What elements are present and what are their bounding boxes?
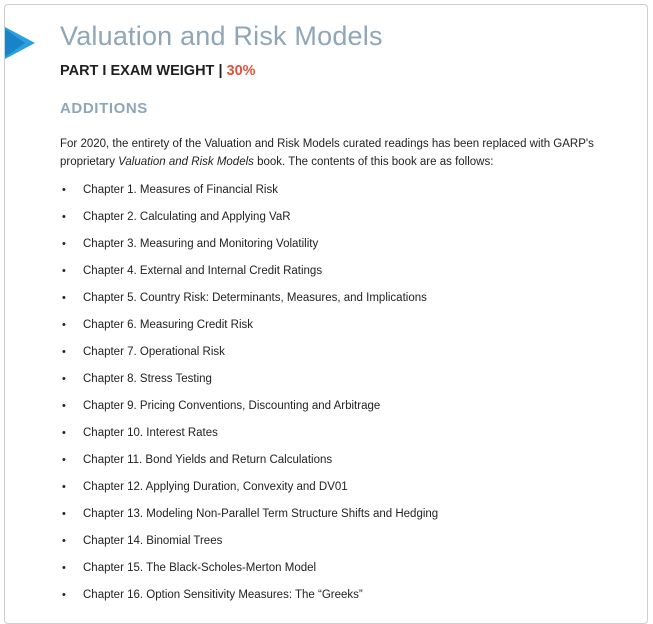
intro-text-after: book. The contents of this book are as follows: — [253, 156, 494, 168]
intro-text-before: For 2020, the entirety of the Valuation and Risk Models curated readings has been replaced with GARP's proprietary — [60, 138, 594, 168]
bullet-icon: • — [62, 238, 66, 250]
intro-paragraph — [60, 135, 620, 171]
exam-weight-value: 30% — [226, 63, 256, 79]
bullet-icon: • — [62, 562, 66, 574]
bullet-icon: • — [62, 508, 66, 520]
chapter-label: Chapter 10. Interest Rates — [83, 427, 218, 439]
chapter-label: Chapter 7. Operational Risk — [83, 346, 225, 358]
bullet-icon: • — [62, 589, 66, 601]
bullet-icon: • — [62, 454, 66, 466]
chapter-label: Chapter 1. Measures of Financial Risk — [83, 184, 278, 196]
chapter-label: Chapter 3. Measuring and Monitoring Volatility — [83, 238, 319, 250]
chapter-label: Chapter 13. Modeling Non-Parallel Term Structure Shifts and Hedging — [83, 508, 439, 520]
chapter-label: Chapter 11. Bond Yields and Return Calculations — [83, 454, 333, 466]
bullet-icon: • — [62, 319, 66, 331]
exam-weight-separator: | — [218, 63, 223, 79]
bullet-icon: • — [62, 292, 66, 304]
chapter-label: Chapter 9. Pricing Conventions, Discounting and Arbitrage — [83, 400, 381, 412]
chapter-label: Chapter 16. Option Sensitivity Measures: The “Greeks” — [83, 589, 363, 601]
bullet-icon: • — [62, 184, 66, 196]
section-heading: ADDITIONS — [60, 100, 148, 117]
bullet-icon: • — [62, 211, 66, 223]
exam-weight-label: PART I EXAM WEIGHT — [60, 63, 215, 79]
chapter-label: Chapter 15. The Black-Scholes-Merton Model — [83, 562, 317, 574]
bullet-icon: • — [62, 427, 66, 439]
bullet-icon: • — [62, 265, 66, 277]
bullet-icon: • — [62, 373, 66, 385]
arrow-marker-shade-icon — [5, 29, 25, 57]
chapter-label: Chapter 4. External and Internal Credit Ratings — [83, 265, 323, 277]
chapter-label: Chapter 14. Binomial Trees — [83, 535, 223, 547]
bullet-icon: • — [62, 481, 66, 493]
chapter-label: Chapter 2. Calculating and Applying VaR — [83, 211, 291, 223]
bullet-icon: • — [62, 535, 66, 547]
chapter-label: Chapter 6. Measuring Credit Risk — [83, 319, 254, 331]
chapter-label: Chapter 12. Applying Duration, Convexity and DV01 — [83, 481, 348, 493]
exam-weight — [60, 63, 256, 79]
page-title: Valuation and Risk Models — [60, 21, 383, 51]
chapter-label: Chapter 8. Stress Testing — [83, 373, 212, 385]
bullet-icon: • — [62, 400, 66, 412]
bullet-icon: • — [62, 346, 66, 358]
intro-book-title: Valuation and Risk Models — [118, 156, 254, 168]
chapter-label: Chapter 5. Country Risk: Determinants, Measures, and Implications — [83, 292, 427, 304]
document-page — [4, 4, 648, 624]
